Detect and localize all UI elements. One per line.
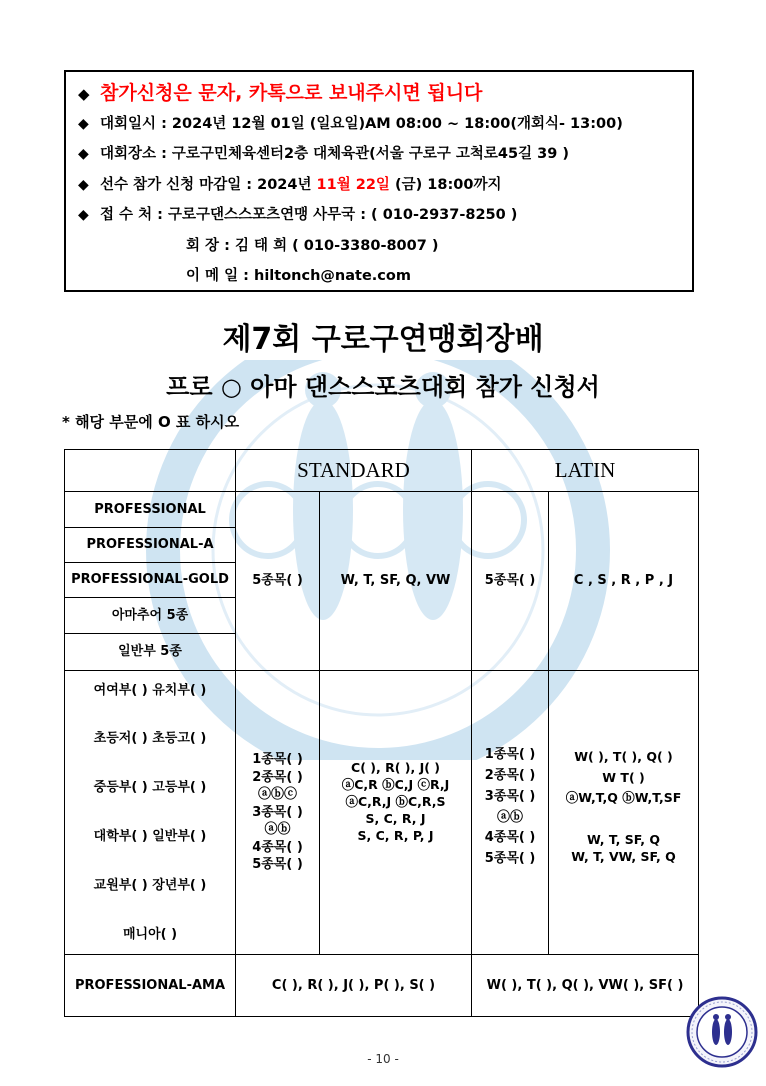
- age-group-item[interactable]: 대학부( ) 일반부( ): [93, 829, 207, 845]
- page-number: - 10 -: [367, 1052, 399, 1066]
- dance-option: W, T, VW, SF, Q: [571, 848, 676, 864]
- deadline-date: 11월 22일: [316, 176, 390, 193]
- dance-option: W( ), T( ), Q( ): [574, 749, 673, 765]
- category-amateur-5[interactable]: 아마추어 5종: [65, 598, 236, 634]
- latin-header: LATIN: [472, 450, 699, 492]
- deadline-suffix: (금) 18:00까지: [389, 176, 502, 193]
- diamond-bullet-icon: ◆: [78, 115, 89, 132]
- dance-option: C( ), R( ), J( ): [351, 760, 440, 776]
- count-option[interactable]: 5종목( ): [484, 851, 536, 867]
- age-group-item[interactable]: 중등부( ) 고등부( ): [93, 780, 207, 796]
- notice-venue-line: [78, 139, 692, 170]
- president-contact: 회 장 : 김 태 희 ( 010-3380-8007 ): [186, 237, 439, 254]
- diamond-bullet-icon: ◆: [78, 85, 90, 103]
- standard-count-cell: [236, 671, 320, 955]
- dance-option: ⓐW,T,Q ⓑW,T,SF: [565, 789, 682, 805]
- reception-contact: 접 수 처 : 구로구댄스스포츠연맹 사무국 : ( 010-2937-8250 ): [100, 207, 518, 223]
- deadline-prefix: 선수 참가 신청 마감일 : 2024년: [100, 176, 317, 193]
- event-date: 대회일시 : 2024년 12월 01일 (일요일)AM 08:00 ~ 18:00(개회식- 13:00): [100, 115, 623, 132]
- notice-date-line: [78, 109, 692, 140]
- category-professional-a[interactable]: PROFESSIONAL-A: [65, 528, 236, 563]
- email-contact: 이 메 일 : hiltonch@nate.com: [186, 268, 411, 284]
- count-option[interactable]: ⓐⓑⓒ: [257, 787, 297, 803]
- dance-option: W, T, SF, Q: [587, 831, 660, 847]
- count-option[interactable]: ⓐⓑ: [264, 822, 291, 838]
- count-option[interactable]: 1종목( ): [252, 752, 303, 768]
- notice-headline: 참가신청은 문자, 카톡으로 보내주시면 됩니다: [100, 82, 483, 104]
- count-option[interactable]: 2종목( ): [252, 769, 303, 785]
- notice-deadline-line: [78, 170, 692, 201]
- pro-standard-dances: W, T, SF, Q, VW: [320, 492, 472, 671]
- event-venue: 대회장소 : 구로구민체육센터2층 대체육관(서울 구로구 고척로45길 39 ): [100, 146, 570, 162]
- instruction-text: * 해당 부문에 O 표 하시오: [62, 413, 240, 431]
- federation-seal-logo: [686, 996, 758, 1068]
- age-group-item[interactable]: 매니아( ): [122, 926, 178, 942]
- page-title: 제7회 구로구연맹회장배: [222, 322, 544, 357]
- count-option[interactable]: ⓐⓑ: [497, 809, 524, 825]
- notice-box: [64, 70, 694, 292]
- category-general-5[interactable]: 일반부 5종: [65, 634, 236, 671]
- pro-latin-dances: C , S , R , P , J: [549, 492, 699, 671]
- latin-dances-cell: [549, 671, 699, 955]
- notice-headline-line: [78, 78, 692, 109]
- dance-option: W T( ): [602, 770, 645, 786]
- pro-ama-latin[interactable]: W( ), T( ), Q( ), VW( ), SF( ): [472, 955, 699, 1017]
- dance-option: ⓐC,R,J ⓑC,R,S: [345, 794, 446, 810]
- count-option[interactable]: 1종목( ): [484, 747, 536, 763]
- page-subtitle: 프로 ○ 아마 댄스스포츠대회 참가 신청서: [166, 373, 600, 401]
- dance-option: S, C, R, J: [365, 810, 426, 826]
- latin-count-cell: [472, 671, 549, 955]
- notice-reception-line: [78, 200, 692, 231]
- age-group-item[interactable]: 여여부( ) 유치부( ): [93, 682, 207, 698]
- diamond-bullet-icon: ◆: [78, 176, 89, 193]
- pro-ama-label[interactable]: PROFESSIONAL-AMA: [65, 955, 236, 1017]
- category-professional-gold[interactable]: PROFESSIONAL-GOLD: [65, 563, 236, 598]
- count-option[interactable]: 5종목( ): [252, 857, 303, 873]
- diamond-bullet-icon: ◆: [78, 207, 89, 223]
- count-option[interactable]: 3종목( ): [252, 804, 303, 820]
- count-option[interactable]: 2종목( ): [484, 767, 536, 783]
- count-option[interactable]: 4종목( ): [252, 839, 303, 855]
- pro-ama-standard[interactable]: C( ), R( ), J( ), P( ), S( ): [236, 955, 472, 1017]
- age-group-cell: [65, 671, 236, 955]
- count-option[interactable]: 4종목( ): [484, 830, 536, 846]
- dance-option: S, C, R, P, J: [357, 827, 434, 843]
- age-group-item[interactable]: 초등저( ) 초등고( ): [93, 731, 207, 747]
- standard-dances-cell: [320, 671, 472, 955]
- age-group-item[interactable]: 교원부( ) 장년부( ): [93, 878, 207, 894]
- application-table: [64, 449, 699, 1017]
- table-corner-cell: [65, 450, 236, 492]
- standard-header: STANDARD: [236, 450, 472, 492]
- category-professional[interactable]: PROFESSIONAL: [65, 492, 236, 528]
- pro-latin-count[interactable]: 5종목( ): [472, 492, 549, 671]
- count-option[interactable]: 3종목( ): [484, 788, 536, 804]
- diamond-bullet-icon: ◆: [78, 146, 89, 162]
- pro-standard-count[interactable]: 5종목( ): [236, 492, 320, 671]
- dance-option: ⓐC,R ⓑC,J ⓒR,J: [341, 777, 450, 793]
